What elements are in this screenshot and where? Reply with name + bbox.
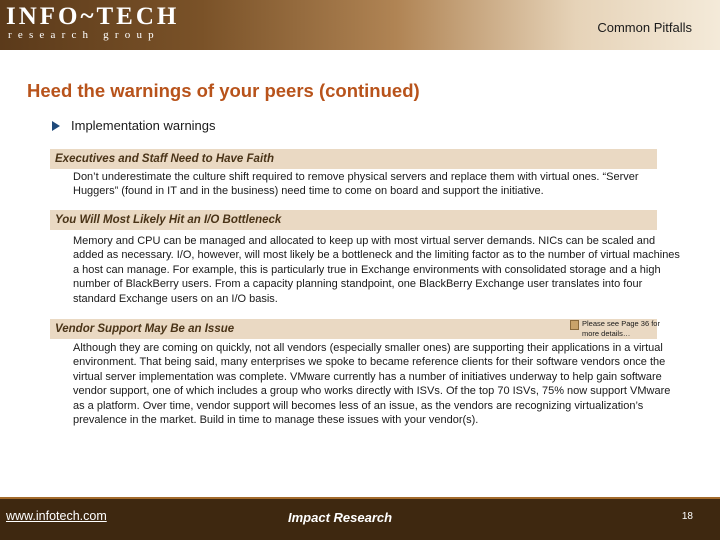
section-heading-band xyxy=(50,210,657,230)
section-heading: Vendor Support May Be an Issue xyxy=(55,323,235,335)
section-title: Common Pitfalls xyxy=(597,20,692,35)
section-heading-band xyxy=(50,319,657,339)
section-heading: You Will Most Likely Hit an I/O Bottleneck xyxy=(55,214,282,226)
footer-bar xyxy=(0,499,720,540)
section-heading-band xyxy=(50,149,657,169)
arrow-bullet-icon xyxy=(52,121,60,131)
header-bar xyxy=(0,0,720,50)
bullet-implementation-warnings xyxy=(52,118,216,134)
section-body: Although they are coming on quickly, not all vendors (especially smaller ones) are supporting their applications in a virtual environment. That being said, many enterprises we spoke to became reference clients for their software vendors once the virtual server implementation was complete. VMware currently has a number of initiatives underway to help gain software vendor support, one of which includes a group who works directly with ISVs. Of the top 70 ISVs, 75% now support VMware as a platform. Over time, vendor support will becomes less of an issue, as the vendors are recognizing virtualization’s prevalence in the market. Build in time to manage these issues with your vendor(s). xyxy=(73,342,671,427)
section-body: Don’t underestimate the culture shift required to remove physical servers and replace them with virtual ones. “Server Huggers” (found in IT and in the business) need time to come on board and support the initiative. xyxy=(73,171,639,198)
note-icon xyxy=(570,320,579,330)
bullet-label: Implementation warnings xyxy=(71,118,216,133)
page-number: 18 xyxy=(681,511,693,522)
page-reference-note: Please see Page 36 for more details… xyxy=(582,319,660,338)
section-heading: Executives and Staff Need to Have Faith xyxy=(55,153,274,165)
footer-label: Impact Research xyxy=(288,510,393,525)
section-body: Memory and CPU can be managed and allocated to keep up with most virtual server demands. NICs can be scaled and added as necessary. I/O, however, will most likely be a bottleneck and the limiting factor as to the number of virtual machines a host can manage. For example, this is particularly true in Exchange environments with consolidated storage and a high number of BlackBerry users. From a capacity planning standpoint, one BlackBerry Exchange user translates into four standard Exchange users on an I/O basis. xyxy=(73,235,680,305)
logo-tagline: research group xyxy=(8,29,160,41)
page-title: Heed the warnings of your peers (continued) xyxy=(27,80,420,101)
website-link[interactable]: www.infotech.com xyxy=(6,509,107,523)
logo: INFO~TECH xyxy=(6,3,180,30)
